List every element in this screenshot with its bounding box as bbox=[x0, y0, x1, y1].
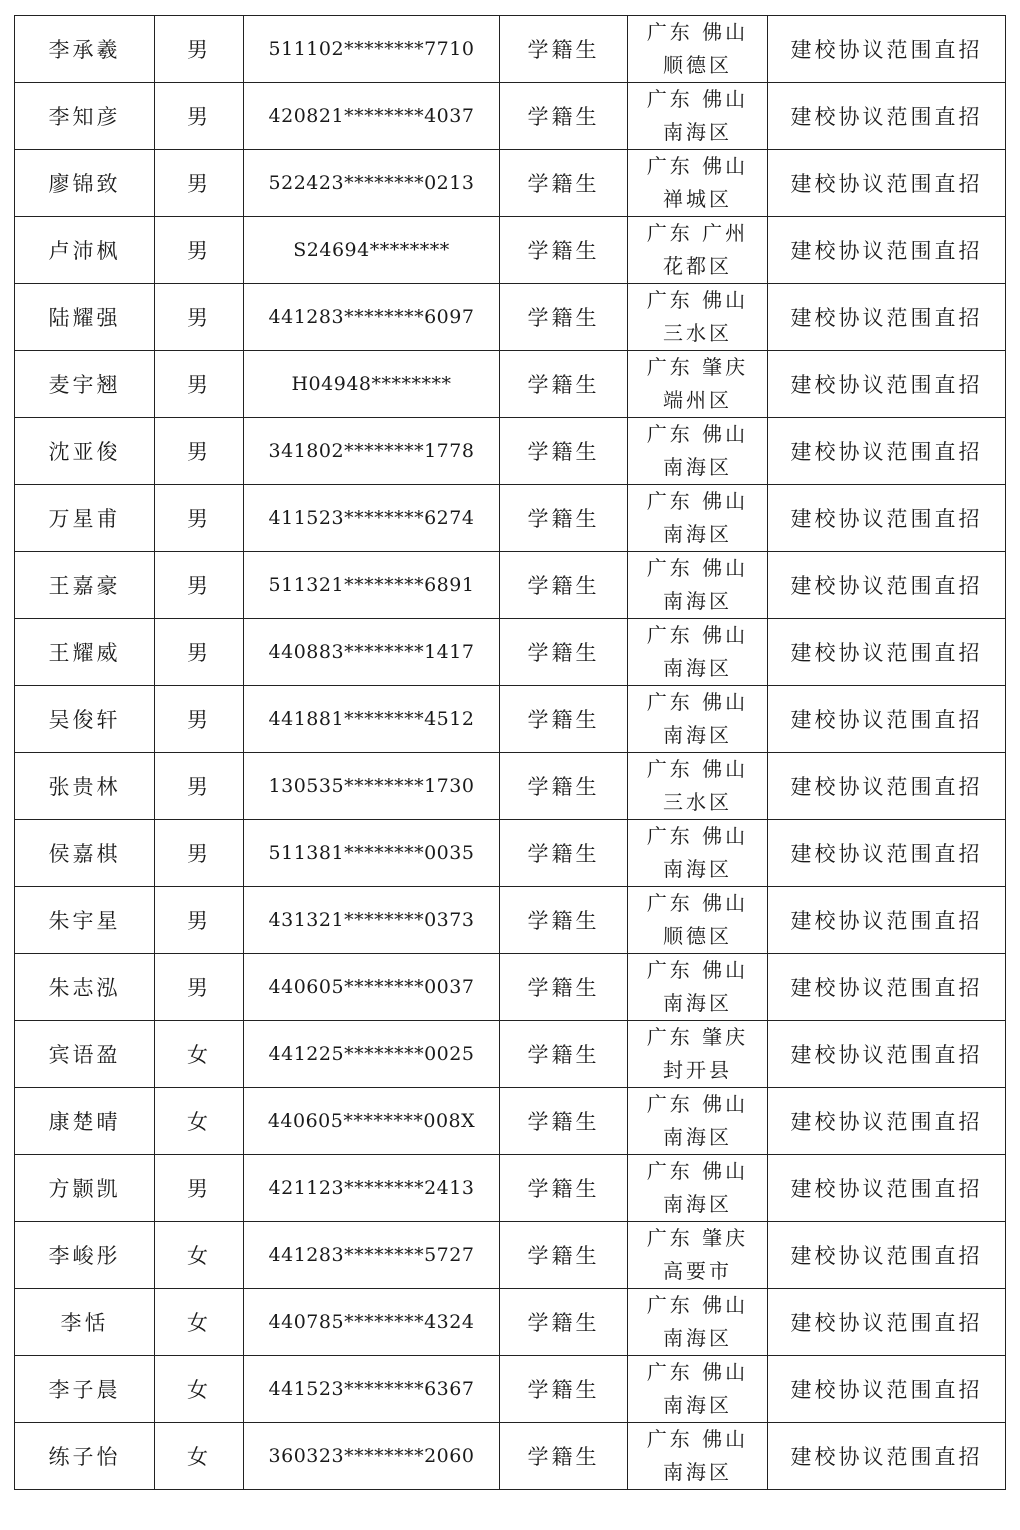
admission-method-cell: 建校协议范围直招 bbox=[768, 1289, 1006, 1356]
origin-cell bbox=[628, 1088, 768, 1155]
id-number-cell: 440785********4324 bbox=[244, 1289, 500, 1356]
gender-cell: 男 bbox=[155, 1155, 244, 1222]
origin-province-city: 广东 佛山 bbox=[646, 288, 749, 312]
student-name-cell: 陆耀强 bbox=[15, 284, 155, 351]
origin-district: 三水区 bbox=[663, 790, 732, 814]
student-name-cell: 李恬 bbox=[15, 1289, 155, 1356]
student-name-cell: 廖锦致 bbox=[15, 150, 155, 217]
enrollment-status-cell: 学籍生 bbox=[500, 1289, 628, 1356]
student-name-cell: 万星甫 bbox=[15, 485, 155, 552]
gender-cell: 男 bbox=[155, 150, 244, 217]
origin-district: 南海区 bbox=[663, 522, 732, 546]
origin-cell bbox=[628, 150, 768, 217]
origin-district: 禅城区 bbox=[663, 187, 732, 211]
gender-cell: 女 bbox=[155, 1356, 244, 1423]
origin-district: 高要市 bbox=[663, 1259, 732, 1283]
origin-province-city: 广东 佛山 bbox=[646, 757, 749, 781]
student-name-cell: 张贵林 bbox=[15, 753, 155, 820]
id-number-cell: 511102********7710 bbox=[244, 16, 500, 83]
admission-method-cell: 建校协议范围直招 bbox=[768, 1155, 1006, 1222]
table-row bbox=[15, 1289, 1006, 1356]
id-number-cell: 441283********5727 bbox=[244, 1222, 500, 1289]
gender-cell: 男 bbox=[155, 686, 244, 753]
gender-cell: 女 bbox=[155, 1423, 244, 1490]
id-number-cell: 440605********0037 bbox=[244, 954, 500, 1021]
admission-method-cell: 建校协议范围直招 bbox=[768, 1356, 1006, 1423]
origin-cell bbox=[628, 1222, 768, 1289]
origin-province-city: 广东 佛山 bbox=[646, 422, 749, 446]
admission-method-cell: 建校协议范围直招 bbox=[768, 284, 1006, 351]
admission-method-cell: 建校协议范围直招 bbox=[768, 217, 1006, 284]
gender-cell: 男 bbox=[155, 16, 244, 83]
student-name-cell: 卢沛枫 bbox=[15, 217, 155, 284]
table-row bbox=[15, 1088, 1006, 1155]
origin-province-city: 广东 佛山 bbox=[646, 1159, 749, 1183]
id-number-cell: H04948******** bbox=[244, 351, 500, 418]
id-number-cell: 440605********008X bbox=[244, 1088, 500, 1155]
gender-cell: 男 bbox=[155, 83, 244, 150]
origin-cell bbox=[628, 485, 768, 552]
enrollment-status-cell: 学籍生 bbox=[500, 1155, 628, 1222]
id-number-cell: 360323********2060 bbox=[244, 1423, 500, 1490]
student-name-cell: 麦宇翘 bbox=[15, 351, 155, 418]
student-name-cell: 沈亚俊 bbox=[15, 418, 155, 485]
enrollment-status-cell: 学籍生 bbox=[500, 217, 628, 284]
enrollment-status-cell: 学籍生 bbox=[500, 686, 628, 753]
student-name-cell: 宾语盈 bbox=[15, 1021, 155, 1088]
origin-province-city: 广东 肇庆 bbox=[646, 1226, 749, 1250]
origin-district: 三水区 bbox=[663, 321, 732, 345]
student-name-cell: 王嘉豪 bbox=[15, 552, 155, 619]
admission-method-cell: 建校协议范围直招 bbox=[768, 418, 1006, 485]
admission-method-cell: 建校协议范围直招 bbox=[768, 16, 1006, 83]
origin-province-city: 广东 佛山 bbox=[646, 891, 749, 915]
table-row bbox=[15, 1222, 1006, 1289]
id-number-cell: 441523********6367 bbox=[244, 1356, 500, 1423]
origin-district: 封开县 bbox=[663, 1058, 732, 1082]
origin-province-city: 广东 佛山 bbox=[646, 20, 749, 44]
origin-province-city: 广东 佛山 bbox=[646, 489, 749, 513]
admission-method-cell: 建校协议范围直招 bbox=[768, 552, 1006, 619]
student-roster-table bbox=[14, 15, 1006, 1490]
admission-method-cell: 建校协议范围直招 bbox=[768, 1423, 1006, 1490]
gender-cell: 男 bbox=[155, 820, 244, 887]
gender-cell: 男 bbox=[155, 284, 244, 351]
enrollment-status-cell: 学籍生 bbox=[500, 83, 628, 150]
enrollment-status-cell: 学籍生 bbox=[500, 418, 628, 485]
origin-province-city: 广东 佛山 bbox=[646, 824, 749, 848]
origin-province-city: 广东 佛山 bbox=[646, 1293, 749, 1317]
admission-method-cell: 建校协议范围直招 bbox=[768, 351, 1006, 418]
enrollment-status-cell: 学籍生 bbox=[500, 16, 628, 83]
origin-district: 南海区 bbox=[663, 589, 732, 613]
origin-district: 顺德区 bbox=[663, 924, 732, 948]
admission-method-cell: 建校协议范围直招 bbox=[768, 686, 1006, 753]
id-number-cell: 441881********4512 bbox=[244, 686, 500, 753]
origin-cell bbox=[628, 552, 768, 619]
origin-cell bbox=[628, 1423, 768, 1490]
origin-province-city: 广东 佛山 bbox=[646, 87, 749, 111]
enrollment-status-cell: 学籍生 bbox=[500, 552, 628, 619]
table-row bbox=[15, 1155, 1006, 1222]
student-name-cell: 李子晨 bbox=[15, 1356, 155, 1423]
roster-body bbox=[15, 16, 1006, 1490]
enrollment-status-cell: 学籍生 bbox=[500, 1088, 628, 1155]
student-name-cell: 李知彦 bbox=[15, 83, 155, 150]
origin-province-city: 广东 广州 bbox=[646, 221, 749, 245]
origin-province-city: 广东 佛山 bbox=[646, 556, 749, 580]
admission-method-cell: 建校协议范围直招 bbox=[768, 1021, 1006, 1088]
origin-district: 南海区 bbox=[663, 1460, 732, 1484]
admission-method-cell: 建校协议范围直招 bbox=[768, 619, 1006, 686]
admission-method-cell: 建校协议范围直招 bbox=[768, 1222, 1006, 1289]
origin-cell bbox=[628, 753, 768, 820]
gender-cell: 女 bbox=[155, 1088, 244, 1155]
student-name-cell: 方颢凯 bbox=[15, 1155, 155, 1222]
gender-cell: 男 bbox=[155, 418, 244, 485]
student-name-cell: 康楚晴 bbox=[15, 1088, 155, 1155]
gender-cell: 女 bbox=[155, 1222, 244, 1289]
id-number-cell: 511321********6891 bbox=[244, 552, 500, 619]
student-name-cell: 朱宇星 bbox=[15, 887, 155, 954]
student-name-cell: 王耀威 bbox=[15, 619, 155, 686]
table-row bbox=[15, 284, 1006, 351]
student-name-cell: 吴俊轩 bbox=[15, 686, 155, 753]
enrollment-status-cell: 学籍生 bbox=[500, 485, 628, 552]
admission-method-cell: 建校协议范围直招 bbox=[768, 83, 1006, 150]
table-row bbox=[15, 1021, 1006, 1088]
id-number-cell: 441225********0025 bbox=[244, 1021, 500, 1088]
origin-province-city: 广东 佛山 bbox=[646, 154, 749, 178]
origin-cell bbox=[628, 83, 768, 150]
origin-cell bbox=[628, 418, 768, 485]
admission-method-cell: 建校协议范围直招 bbox=[768, 954, 1006, 1021]
origin-cell bbox=[628, 1155, 768, 1222]
admission-method-cell: 建校协议范围直招 bbox=[768, 753, 1006, 820]
student-name-cell: 李承羲 bbox=[15, 16, 155, 83]
admission-method-cell: 建校协议范围直招 bbox=[768, 150, 1006, 217]
origin-cell bbox=[628, 217, 768, 284]
origin-province-city: 广东 佛山 bbox=[646, 1092, 749, 1116]
origin-district: 南海区 bbox=[663, 120, 732, 144]
table-row bbox=[15, 1423, 1006, 1490]
origin-province-city: 广东 佛山 bbox=[646, 1427, 749, 1451]
origin-province-city: 广东 佛山 bbox=[646, 690, 749, 714]
enrollment-status-cell: 学籍生 bbox=[500, 284, 628, 351]
table-row bbox=[15, 820, 1006, 887]
origin-province-city: 广东 佛山 bbox=[646, 1360, 749, 1384]
id-number-cell: 431321********0373 bbox=[244, 887, 500, 954]
id-number-cell: 341802********1778 bbox=[244, 418, 500, 485]
table-row bbox=[15, 16, 1006, 83]
table-row bbox=[15, 619, 1006, 686]
origin-district: 南海区 bbox=[663, 857, 732, 881]
table-row bbox=[15, 217, 1006, 284]
enrollment-status-cell: 学籍生 bbox=[500, 1423, 628, 1490]
table-row bbox=[15, 83, 1006, 150]
enrollment-status-cell: 学籍生 bbox=[500, 1021, 628, 1088]
origin-district: 顺德区 bbox=[663, 53, 732, 77]
id-number-cell: 411523********6274 bbox=[244, 485, 500, 552]
origin-district: 南海区 bbox=[663, 656, 732, 680]
table-row bbox=[15, 1356, 1006, 1423]
origin-district: 南海区 bbox=[663, 723, 732, 747]
gender-cell: 女 bbox=[155, 1021, 244, 1088]
enrollment-status-cell: 学籍生 bbox=[500, 150, 628, 217]
enrollment-status-cell: 学籍生 bbox=[500, 887, 628, 954]
origin-cell bbox=[628, 686, 768, 753]
table-row bbox=[15, 954, 1006, 1021]
table-row bbox=[15, 351, 1006, 418]
admission-method-cell: 建校协议范围直招 bbox=[768, 887, 1006, 954]
origin-province-city: 广东 佛山 bbox=[646, 623, 749, 647]
origin-cell bbox=[628, 954, 768, 1021]
origin-district: 花都区 bbox=[663, 254, 732, 278]
id-number-cell: 421123********2413 bbox=[244, 1155, 500, 1222]
origin-cell bbox=[628, 1021, 768, 1088]
origin-district: 南海区 bbox=[663, 1393, 732, 1417]
origin-cell bbox=[628, 16, 768, 83]
table-row bbox=[15, 150, 1006, 217]
id-number-cell: 441283********6097 bbox=[244, 284, 500, 351]
gender-cell: 女 bbox=[155, 1289, 244, 1356]
gender-cell: 男 bbox=[155, 954, 244, 1021]
origin-cell bbox=[628, 887, 768, 954]
origin-cell bbox=[628, 619, 768, 686]
table-row bbox=[15, 552, 1006, 619]
table-row bbox=[15, 887, 1006, 954]
admission-method-cell: 建校协议范围直招 bbox=[768, 1088, 1006, 1155]
table-row bbox=[15, 753, 1006, 820]
enrollment-status-cell: 学籍生 bbox=[500, 820, 628, 887]
table-row bbox=[15, 686, 1006, 753]
origin-province-city: 广东 佛山 bbox=[646, 958, 749, 982]
id-number-cell: 522423********0213 bbox=[244, 150, 500, 217]
gender-cell: 男 bbox=[155, 887, 244, 954]
gender-cell: 男 bbox=[155, 351, 244, 418]
gender-cell: 男 bbox=[155, 753, 244, 820]
enrollment-status-cell: 学籍生 bbox=[500, 351, 628, 418]
origin-district: 南海区 bbox=[663, 1326, 732, 1350]
origin-cell bbox=[628, 351, 768, 418]
student-name-cell: 朱志泓 bbox=[15, 954, 155, 1021]
enrollment-status-cell: 学籍生 bbox=[500, 1222, 628, 1289]
origin-district: 端州区 bbox=[663, 388, 732, 412]
enrollment-status-cell: 学籍生 bbox=[500, 753, 628, 820]
origin-cell bbox=[628, 820, 768, 887]
origin-district: 南海区 bbox=[663, 1192, 732, 1216]
student-name-cell: 李峻彤 bbox=[15, 1222, 155, 1289]
gender-cell: 男 bbox=[155, 217, 244, 284]
id-number-cell: 440883********1417 bbox=[244, 619, 500, 686]
gender-cell: 男 bbox=[155, 552, 244, 619]
student-name-cell: 练子怡 bbox=[15, 1423, 155, 1490]
origin-province-city: 广东 肇庆 bbox=[646, 355, 749, 379]
id-number-cell: 420821********4037 bbox=[244, 83, 500, 150]
gender-cell: 男 bbox=[155, 619, 244, 686]
table-row bbox=[15, 418, 1006, 485]
gender-cell: 男 bbox=[155, 485, 244, 552]
enrollment-status-cell: 学籍生 bbox=[500, 954, 628, 1021]
origin-district: 南海区 bbox=[663, 991, 732, 1015]
id-number-cell: S24694******** bbox=[244, 217, 500, 284]
id-number-cell: 511381********0035 bbox=[244, 820, 500, 887]
admission-method-cell: 建校协议范围直招 bbox=[768, 485, 1006, 552]
origin-cell bbox=[628, 1356, 768, 1423]
origin-district: 南海区 bbox=[663, 455, 732, 479]
id-number-cell: 130535********1730 bbox=[244, 753, 500, 820]
origin-cell bbox=[628, 284, 768, 351]
origin-cell bbox=[628, 1289, 768, 1356]
enrollment-status-cell: 学籍生 bbox=[500, 619, 628, 686]
origin-province-city: 广东 肇庆 bbox=[646, 1025, 749, 1049]
admission-method-cell: 建校协议范围直招 bbox=[768, 820, 1006, 887]
table-row bbox=[15, 485, 1006, 552]
enrollment-status-cell: 学籍生 bbox=[500, 1356, 628, 1423]
origin-district: 南海区 bbox=[663, 1125, 732, 1149]
student-name-cell: 侯嘉棋 bbox=[15, 820, 155, 887]
